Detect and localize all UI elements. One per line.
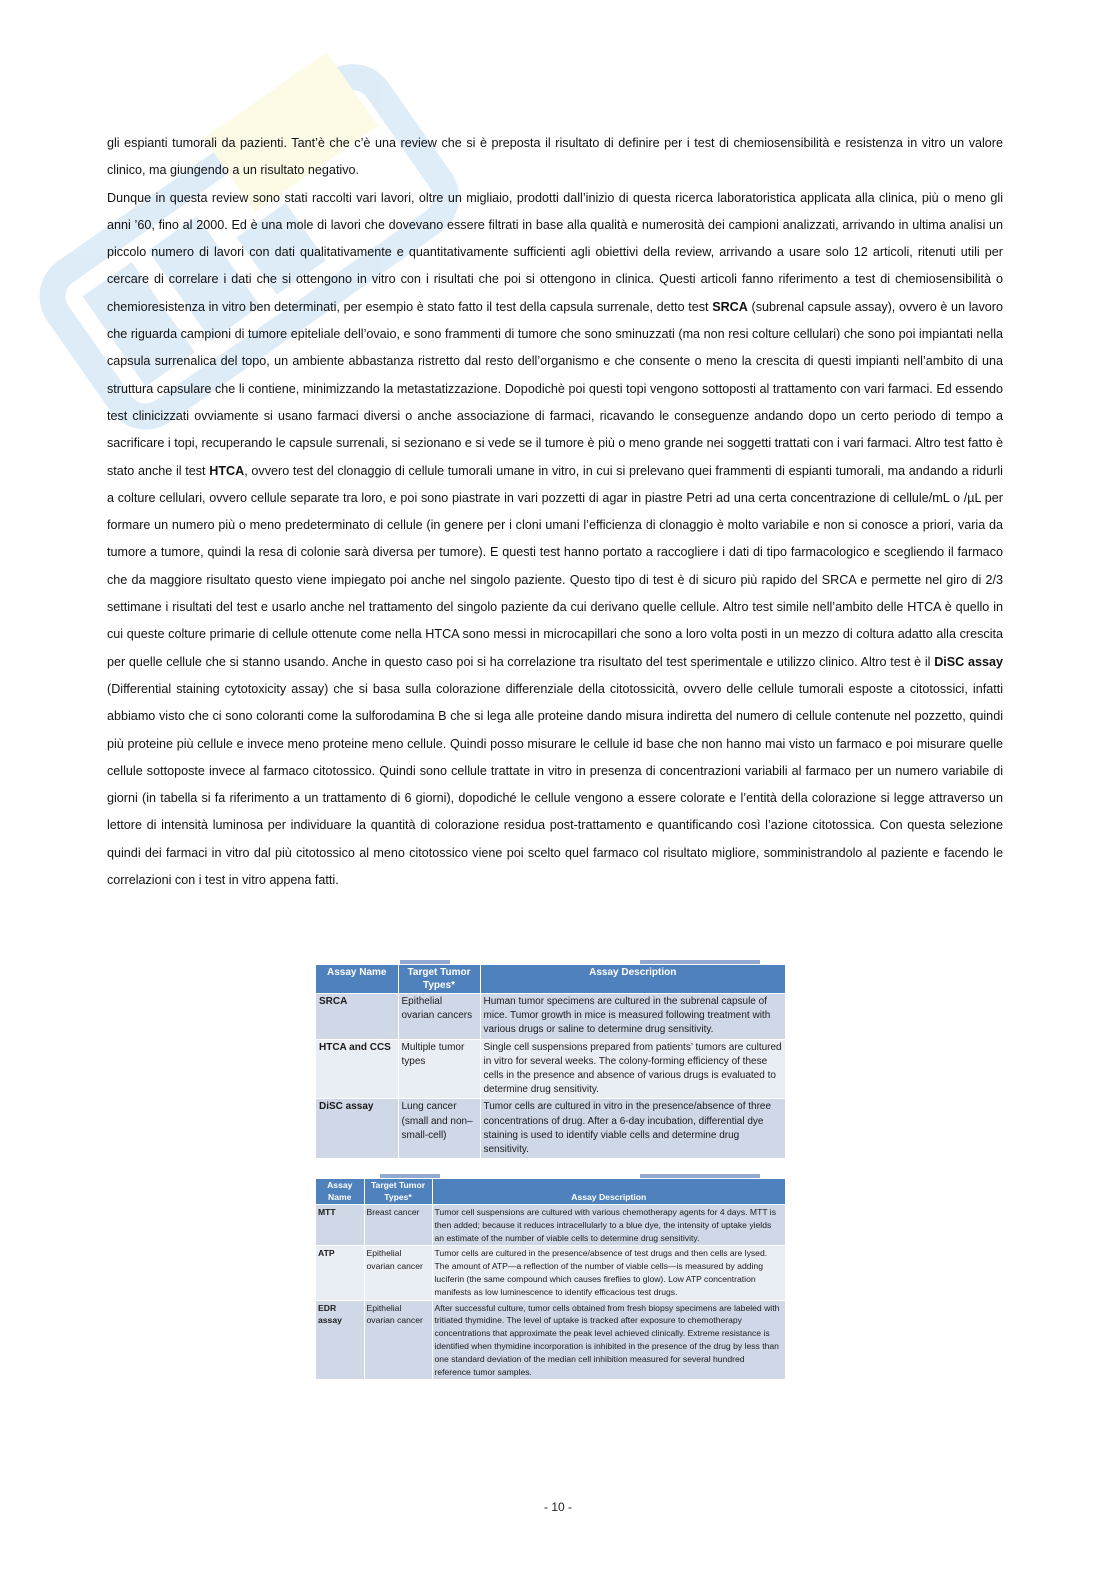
page-number: - 10 - <box>543 1500 572 1514</box>
cropped-title-remnant <box>640 960 760 964</box>
table-header-row <box>316 965 786 994</box>
table-row <box>316 1205 786 1246</box>
tumor-types-cell: Epithelial ovarian cancers <box>398 994 480 1040</box>
description-cell: Single cell suspensions prepared from patients’ tumors are cultured in vitro for several weeks. The colony-forming efficiency of these cells in the presence and absence of various drugs is evaluated to determine drug sensitivity. <box>480 1039 786 1099</box>
table-row <box>316 994 786 1040</box>
column-header: Target Tumor Types* <box>364 1179 432 1205</box>
tumor-types-cell: Breast cancer <box>364 1205 432 1246</box>
paragraph-1: gli espianti tumorali da pazienti. Tant’è che c’è una review che si è preposta il risultato di definire per i test di chemiosensibilità e resistenza in vitro un valore clinico, ma giungendo a un risultato negativo. <box>107 136 1003 178</box>
assay-name-cell: DiSC assay <box>316 1099 398 1158</box>
term-disc-assay: DiSC assay <box>934 654 1003 669</box>
cropped-title-remnant <box>380 1174 440 1178</box>
column-header: Assay Name <box>316 1179 364 1205</box>
body-text <box>107 130 1003 894</box>
assay-name-cell: MTT <box>316 1205 364 1246</box>
paragraph-2-part-c: , ovvero test del clonaggio di cellule tumorali umane in vitro, in cui si prelevano quei frammenti di espianti tumorali, ma andando a ridurli a colture cellulari, ovvero cellule separate tra loro, e poi sono piastrate in vari pozzetti di agar in piastre Petri ad una certa concentrazione di cellule/mL o /µL per formare un numero più o meno predeterminato di cellule (in genere per i cloni umani l’efficienza di clonaggio è molto variabile e non si conosce a priori, varia da tumore a tumore, quindi la resa di colonie sarà diversa per tumore). E questi test hanno portato a raccogliere i dati di tipo farmacologico e scegliendo il farmaco che da maggiore risultato questo viene impiegato poi anche nel singolo paziente. Questo tipo di test è di sicuro più rapido del SRCA e permette nel giro di 2/3 settimane i risultati del test e usarlo anche nel trattamento del singolo paziente da cui derivano quelle cellule. Altro test simile nell’ambito delle HTCA è quello in cui queste colture primarie di cellule ottenute come nella HTCA sono messi in microcapillari che sono a loro volta posti in un mezzo di coltura adatto alla crescita per quelle cellule che si stanno usando. Anche in questo caso poi si ha correlazione tra risultato del test sperimentale e utilizzo clinico. Altro test è il <box>107 463 1003 669</box>
description-cell: Tumor cells are cultured in the presence/absence of test drugs and then cells are lysed. The amount of ATP—a reflection of the number of viable cells—is measured by adding luciferin (the same compound which causes fireflies to glow). Low ATP concentration manifests as low luminescence to identify efficacious test drugs. <box>432 1246 786 1300</box>
description-cell: Tumor cells are cultured in vitro in the presence/absence of three concentrations of drug. After a 6-day incubation, differential dye staining is used to identify viable cells and determine drug sensitivity. <box>480 1099 786 1158</box>
tumor-types-cell: Epithelial ovarian cancer <box>364 1300 432 1379</box>
column-header: Assay Description <box>480 965 786 994</box>
paragraph-2-part-a: Dunque in questa review sono stati raccolti vari lavori, oltre un migliaio, prodotti dall’inizio di questa ricerca laboratoristica applicata alla clinica, più o meno gli anni ’60, fino al 2000. Ed è una mole di lavori che dovevano essere filtrati in base alla qualità e numerosità dei campioni analizzati, arrivando in ultima analisi un piccolo numero di lavori con dati qualitativamente e quantitativamente sufficienti agli obiettivi della review, arrivando a usare solo 12 articoli, ritenuti utili per cercare di correlare i dati che si ottengono in vitro con i risultati che poi si ottengono in clinica. Questi articoli fanno riferimento a test di chemiosensibilità o chemioresistenza in vitro ben determinati, per esempio è stato fatto il test della capsula surrenale, detto test <box>107 190 1003 314</box>
assay-name-cell: ATP <box>316 1246 364 1300</box>
table-row <box>316 1099 786 1158</box>
column-header: Assay Description <box>432 1179 786 1205</box>
paragraph-2 <box>107 185 1003 895</box>
term-htca: HTCA <box>209 463 245 478</box>
assay-table-1 <box>316 965 786 1158</box>
description-cell: After successful culture, tumor cells obtained from fresh biopsy specimens are labeled with tritiated thymidine. The level of uptake is tracked after exposure to chemotherapy concentrations that approximate the peak level achieved clinically. Extreme resistance is identified when thymidine incorporation is inhibited in the presence of the drug by less than one standard deviation of the median cell inhibition measured for several hundred reference tumor samples. <box>432 1300 786 1379</box>
assay-table-2 <box>316 1179 786 1379</box>
cropped-title-remnant <box>400 960 450 964</box>
column-header: Assay Name <box>316 965 398 994</box>
column-header: Target Tumor Types* <box>398 965 480 994</box>
cropped-title-remnant <box>640 1174 760 1178</box>
description-cell: Tumor cell suspensions are cultured with various chemotherapy agents for 4 days. MTT is then added; because it reduces intracellularly to a blue dye, the intensity of uptake yields an estimate of the number of viable cells to determine drug sensitivity. <box>432 1205 786 1246</box>
assay-name-cell: HTCA and CCS <box>316 1039 398 1099</box>
assay-name-cell: SRCA <box>316 994 398 1040</box>
tumor-types-cell: Epithelial ovarian cancer <box>364 1246 432 1300</box>
term-srca: SRCA <box>712 299 748 314</box>
table-row <box>316 1246 786 1300</box>
description-cell: Human tumor specimens are cultured in the subrenal capsule of mice. Tumor growth in mice is measured following treatment with various drugs or saline to determine drug sensitivity. <box>480 994 786 1040</box>
tumor-types-cell: Lung cancer (small and non–small-cell) <box>398 1099 480 1158</box>
table-header-row <box>316 1179 786 1205</box>
paragraph-2-part-d: (Differential staining cytotoxicity assay) che si basa sulla colorazione differenziale della citotossicità, ovvero delle cellule tumorali esposte a citotossici, infatti abbiamo visto che ci sono coloranti come la sulforodamina B che si lega alle proteine dando misura indiretta del numero di cellule contenute nel pozzetto, quindi più proteine più cellule e invece meno proteine meno cellule. Quindi posso misurare le cellule id base che non hanno mai visto un farmaco e poi misurare quelle cellule sottoposte invece al farmaco citotossico. Quindi sono cellule trattate in vitro in presenza di concentrazioni variabili al farmaco per un numero variabile di giorni (in tabella si fa riferimento a un trattamento di 6 giorni), dopodiché le cellule vengono a essere colorate e l’entità della colorazione si legge attraverso un lettore di intensità luminosa per individuare la quantità di colorazione residua post-trattamento e quantificando così l’azione citotossica. Con questa selezione quindi dei farmaci in vitro dal più citotossico al meno citotossico viene poi scelto quel farmaco col risultato migliore, somministrandolo al paziente e facendo le correlazioni con i test in vitro appena fatti. <box>107 681 1003 888</box>
paragraph-2-part-b: (subrenal capsule assay), ovvero è un lavoro che riguarda campioni di tumore epiteliale dell’ovaio, e sono frammenti di tumore che sono sminuzzati (ma non resi colture cellulari) che sono poi impiantati nella capsula surrenalica del topo, un ambiente abbastanza ristretto dal resto dell’organismo e che consente o meno la crescita di questi impianti nell’ambito di una struttura capsulare che li contiene, minimizzando la metastatizzazione. Dopodichè poi questi topi vengono sottoposti al trattamento con vari farmaci. Ed essendo test clinicizzati ovviamente si usano farmaci diversi o anche associazione di farmaci, ricavando le conseguenze andando dopo un certo periodo di tempo a sacrificare i topi, recuperando le capsule surrenali, si sezionano e si vede se il tumore è più o meno grande nei soggetti trattati con i vari farmaci. Altro test fatto è stato anche il test <box>107 299 1003 478</box>
assay-name-cell: EDR assay <box>316 1300 364 1379</box>
table-row <box>316 1039 786 1099</box>
table-row <box>316 1300 786 1379</box>
tumor-types-cell: Multiple tumor types <box>398 1039 480 1099</box>
